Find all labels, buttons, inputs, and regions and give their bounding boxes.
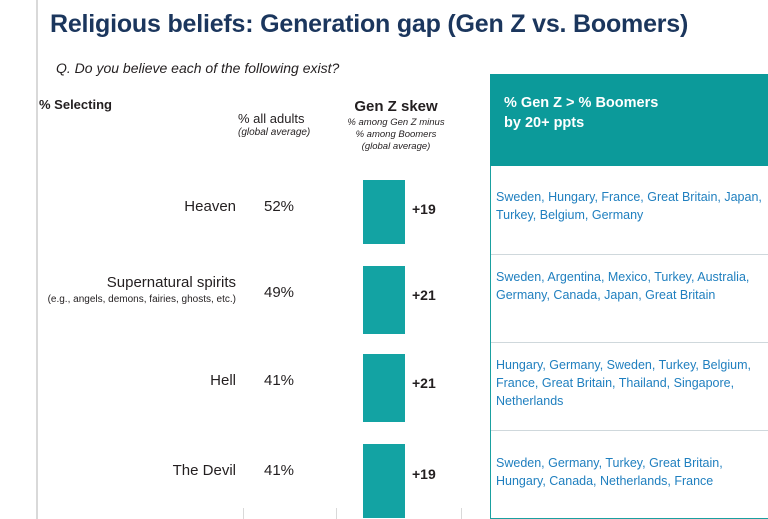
gen-z-skew-note-line2: % among Boomers [355, 128, 437, 140]
row-percent-all-adults: 41% [264, 372, 295, 389]
row-percent-all-adults: 41% [264, 462, 295, 479]
panel-row-divider [491, 254, 768, 255]
all-adults-header-note: (global average) [238, 127, 311, 138]
countries-panel-heading-line1: % Gen Z > % Boomers [504, 95, 659, 111]
row-countries-list: Sweden, Argentina, Mexico, Turkey, Australia, Germany, Canada, Japan, Great Britain [496, 270, 750, 303]
column-tick-divider [243, 508, 244, 519]
gen-z-skew-note-line3: (global average) [361, 140, 431, 152]
column-header-gen-z-skew [336, 98, 456, 153]
row-label [0, 198, 236, 215]
panel-row-divider [491, 430, 768, 431]
row-label-text: The Devil [172, 462, 236, 479]
row-skew-value: +21 [412, 375, 436, 391]
gen-z-skew-note-line1: % among Gen Z minus [347, 117, 445, 128]
column-header-all-adults [238, 111, 333, 138]
row-bar [363, 444, 405, 518]
chart-row [6, 430, 768, 518]
row-bar [363, 266, 405, 334]
chart-rows [6, 166, 768, 518]
column-tick-divider [461, 508, 462, 519]
row-bar [363, 354, 405, 422]
row-label [0, 274, 236, 305]
row-percent-all-adults: 49% [264, 284, 295, 301]
row-skew-value: +21 [412, 287, 436, 303]
row-label [0, 462, 236, 479]
row-label-text: Heaven [184, 198, 236, 215]
countries-panel-heading-line2: by 20+ ppts [504, 114, 585, 131]
percent-selecting-label: % Selecting [39, 97, 112, 112]
row-label [0, 372, 236, 389]
gen-z-skew-note [336, 117, 456, 153]
survey-question: Q. Do you believe each of the following exist? [56, 60, 340, 76]
row-countries-list: Sweden, Hungary, France, Great Britain, Japan, Turkey, Belgium, Germany [496, 190, 762, 223]
column-tick-divider [336, 508, 337, 519]
row-label-subtext: (e.g., angels, demons, fairies, ghosts, etc.) [47, 294, 236, 305]
row-skew-value: +19 [412, 201, 436, 217]
row-percent-all-adults: 52% [264, 198, 295, 215]
row-countries-list: Hungary, Germany, Sweden, Turkey, Belgium, France, Great Britain, Thailand, Singapore, Netherlands [496, 358, 751, 409]
chart-row [6, 342, 768, 430]
row-label-text: Supernatural spirits [106, 274, 236, 291]
chart-row [6, 166, 768, 254]
page-title: Religious beliefs: Generation gap (Gen Z vs. Boomers) [50, 10, 689, 38]
gen-z-skew-header-text: Gen Z skew [354, 98, 438, 115]
chart-row [6, 254, 768, 342]
panel-row-divider [491, 342, 768, 343]
row-bar [363, 180, 405, 244]
row-skew-value: +19 [412, 466, 436, 482]
countries-panel-header [490, 74, 768, 166]
all-adults-header-text: % all adults [238, 111, 305, 126]
row-countries-list: Sweden, Germany, Turkey, Great Britain, Hungary, Canada, Netherlands, France [496, 456, 723, 489]
row-label-text: Hell [210, 372, 236, 389]
